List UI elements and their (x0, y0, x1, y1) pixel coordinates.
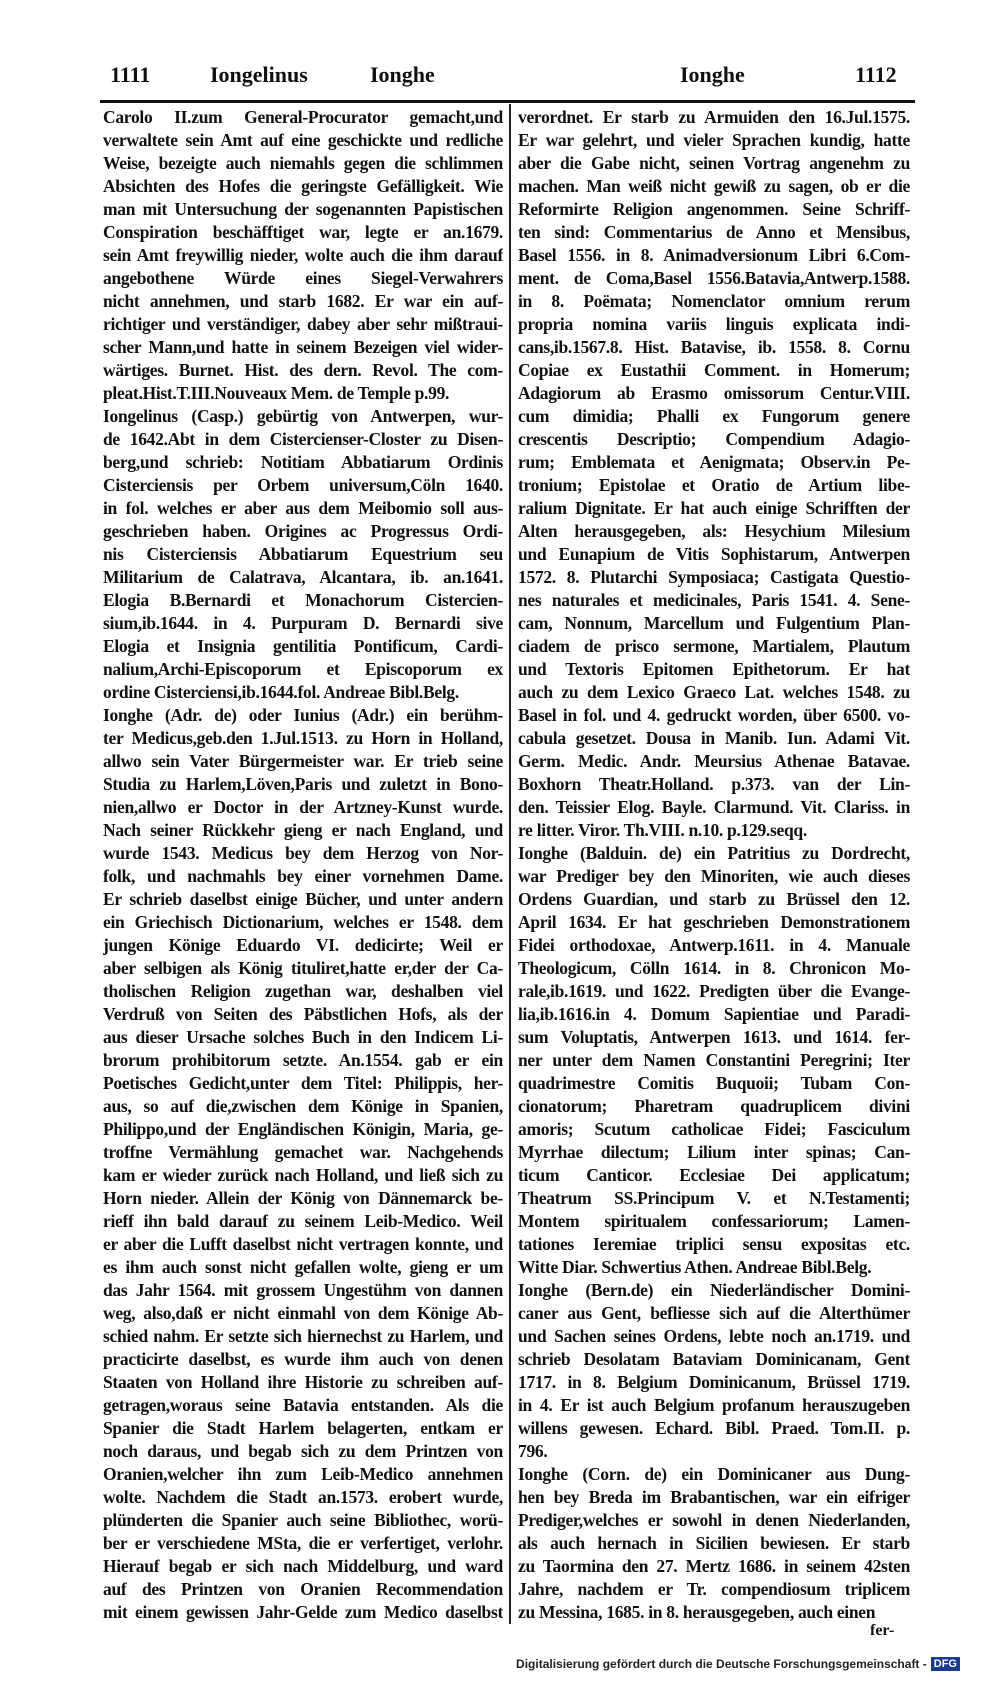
text-line: aber selbigen als König tituliret,hatte er,der der Ca- (103, 958, 503, 978)
text-line: cam, Nonnum, Marcellum und Fulgentium Plan- (518, 613, 910, 633)
text-line: den. Teissier Elog. Bayle. Clarmund. Vit. Clariss. in (518, 797, 910, 817)
text-line: war Prediger bey den Minoriten, wie auch dieses (518, 866, 910, 886)
text-line: cum dimidia; Phalli ex Fungorum genere (518, 406, 910, 426)
text-line: ciadem de prisco sermone, Martialem, Plautum (518, 636, 910, 656)
text-line: tholischen Religion zugethan war, deshalben viel (103, 981, 503, 1001)
text-line: man mit Untersuchung der sogenannten Papistischen (103, 199, 503, 219)
footer-credit (516, 1657, 960, 1671)
text-line: ter Medicus,geb.den 1.Jul.1513. zu Horn in Holland, (103, 728, 503, 748)
text-line: Er war gelehrt, und vieler Sprachen kundig, hatte (518, 130, 910, 150)
text-line: practicirte daselbst, es wurde ihm auch von denen (103, 1349, 503, 1369)
text-line: in 4. Er ist auch Belgium profanum herauszugeben (518, 1395, 910, 1415)
text-line: 1717. in 8. Belgium Dominicanum, Brüssel 1719. (518, 1372, 910, 1392)
text-line: Militarium de Calatrava, Alcantara, ib. an.1641. (103, 567, 503, 587)
text-line: geschrieben haben. Origines ac Progressus Ordi- (103, 521, 503, 541)
text-line: und Eunapium de Vitis Sophistarum, Antwerpen (518, 544, 910, 564)
text-line: ment. de Coma,Basel 1556.Batavia,Antwerp.1588. (518, 268, 910, 288)
text-line: pleat.Hist.T.III.Nouveaux Mem. de Temple p.99. (103, 383, 450, 403)
text-line: aber die Gabe nicht, seinen Vortrag angenehm zu (518, 153, 910, 173)
text-line: als auch hernach in Sicilien bewiesen. Er starb (518, 1533, 910, 1553)
text-line: caner aus Gent, befliesse sich auf die Alterthümer (518, 1303, 910, 1323)
text-line: Weise, bezeigte auch niemahls gegen die schlimmen (103, 153, 503, 173)
text-line: sium,ib.1644. in 4. Purpuram D. Bernardi sive (103, 613, 503, 633)
column-divider (509, 104, 511, 1624)
text-line: verordnet. Er starb zu Armuiden den 16.Jul.1575. (518, 107, 910, 127)
text-line: folk, und nachmahls bey einer vornehmen Dame. (103, 866, 503, 886)
text-line: Hierauf begab er sich nach Middelburg, und ward (103, 1556, 503, 1576)
text-line: wolte. Nachdem die Stadt an.1573. erobert wurde, (103, 1487, 503, 1507)
text-line: Staaten von Holland ihre Historie zu schreiben auf- (103, 1372, 503, 1392)
text-line: plünderten die Spanier auch seine Bibliothec, worü- (103, 1510, 503, 1530)
text-line: Boxhorn Theatr.Holland. p.373. van der Lin- (518, 774, 910, 794)
text-line: zu Taormina den 27. Mertz 1686. in seinem 42sten (518, 1556, 910, 1576)
text-line: Reformirte Religion angenommen. Seine Schriff- (518, 199, 910, 219)
text-line: weg, also,daß er nicht einmahl von dem Könige Ab- (103, 1303, 503, 1323)
text-line: cionatorum; Pharetram quadruplicem divini (518, 1096, 910, 1116)
text-line: sum Voluptatis, Antwerpen 1613. und 1614. fer- (518, 1027, 910, 1047)
text-line: willens gewesen. Echard. Bibl. Praed. Tom.II. p. (518, 1418, 910, 1438)
text-line: hen bey Breda im Brabantischen, war ein eifriger (518, 1487, 910, 1507)
text-line: cabula gesetzet. Dousa in Manib. Iun. Adami Vit. (518, 728, 910, 748)
text-line: es ihm auch sonst nicht gefallen wolte, gieng er um (103, 1257, 503, 1277)
text-line: Cisterciensis per Orbem universum,Cöln 1640. (103, 475, 503, 495)
text-line: Fidei orthodoxae, Antwerp.1611. in 4. Manuale (518, 935, 910, 955)
text-line: das Jahr 1564. mit grossem Ungestühm von dannen (103, 1280, 503, 1300)
text-line: Basel 1556. in 8. Animadversionum Libri 6.Com- (518, 245, 910, 265)
dfg-logo: DFG (931, 1657, 960, 1671)
text-line: Carolo II.zum General-Procurator gemacht,und (103, 107, 503, 127)
text-line: richtiger und verständiger, dabey aber sehr mißtraui- (103, 314, 503, 334)
text-line: auf des Printzen von Oranien Recommendation (103, 1579, 503, 1599)
text-line: 1572. 8. Plutarchi Symposiaca; Castigata Questio- (518, 567, 910, 587)
text-line: Horn nieder. Allein der König von Dännemarck be- (103, 1188, 503, 1208)
text-line: ticum Canticor. Ecclesiae Dei applicatum; (518, 1165, 910, 1185)
page-number-left: 1111 (110, 62, 151, 87)
text-line: Oranien,welcher ihn zum Leib-Medico annehmen (103, 1464, 503, 1484)
text-line: de 1642.Abt in dem Cistercienser-Closter zu Disen- (103, 429, 503, 449)
text-line: auch zu dem Lexico Graeco Lat. welches 1548. zu (518, 682, 910, 702)
text-line: propria nomina variis linguis explicata indi- (518, 314, 910, 334)
text-line: sein Amt freywillig nieder, wolte auch die ihm darauf (103, 245, 503, 265)
text-line: aus, so auf die,zwischen dem Könige in Spanien, (103, 1096, 503, 1116)
text-line: ner unter dem Namen Constantini Peregrini; Iter (518, 1050, 910, 1070)
text-line: noch daraus, und begab sich zu dem Printzen von (103, 1441, 503, 1461)
text-line: Ordens Guardian, und starb zu Brüssel den 12. (518, 889, 910, 909)
text-line: scher Mann,und hatte in seinem Bezeigen viel wider- (103, 337, 503, 357)
text-line: in fol. welches er aber aus dem Meibomio soll aus- (103, 498, 503, 518)
text-line: ordine Cisterciensi,ib.1644.fol. Andreae Bibl.Belg. (103, 682, 459, 702)
catchword: fer- (870, 1622, 895, 1639)
text-line: machen. Man weiß nicht gewiß zu sagen, ob er die (518, 176, 910, 196)
text-line: Ionghe (Balduin. de) ein Patritius zu Dordrecht, (518, 843, 910, 863)
text-line: Studia zu Harlem,Löven,Paris und zuletzt in Bono- (103, 774, 503, 794)
text-line: rum; Emblemata et Aenigmata; Observ.in Pe- (518, 452, 910, 472)
text-line: kam er wieder zurück nach Holland, und ließ sich zu (103, 1165, 503, 1185)
text-line: und Sachen seines Ordens, lebte noch an.1719. und (518, 1326, 910, 1346)
text-line: Adagiorum ab Erasmo omissorum Centur.VIII. (518, 383, 910, 403)
text-line: Basel in fol. und 4. gedruckt worden, über 6500. vo- (518, 705, 910, 725)
text-line: Conspiration beschäfftiget war, legte er an.1679. (103, 222, 503, 242)
text-line: ten sind: Commentarius de Anno et Mensibus, (518, 222, 910, 242)
text-line: Philippo,und der Engländischen Königin, Maria, ge- (103, 1119, 503, 1139)
text-line: lia,ib.1616.in 4. Domum Sapientiae und Paradi- (518, 1004, 910, 1024)
text-line: und Textoris Epitomen Epithetorum. Er hat (518, 659, 910, 679)
text-line: nis Cisterciensis Abbatiarum Equestrium seu (103, 544, 503, 564)
text-line: verwaltete sein Amt auf eine geschickte und redliche (103, 130, 503, 150)
text-line: rale,ib.1619. und 1622. Predigten über die Evange- (518, 981, 910, 1001)
text-line: nalium,Archi-Episcoporum et Episcoporum ex (103, 659, 503, 679)
text-line: troffne Vermählung gemachet war. Nachgehends (103, 1142, 503, 1162)
text-line: re litter. Viror. Th.VIII. n.10. p.129.seqq. (518, 820, 807, 840)
text-line: amoris; Scutum catholicae Fidei; Fasciculum (518, 1119, 910, 1139)
text-line: allwo sein Vater Bürgermeister war. Er trieb seine (103, 751, 503, 771)
text-line: Germ. Medic. Andr. Meursius Athenae Batavae. (518, 751, 910, 771)
page-number-right: 1112 (855, 62, 897, 87)
left-column (103, 106, 503, 1624)
footer-text: Digitalisierung gefördert durch die Deutsche Forschungsgemeinschaft - (516, 1657, 927, 1671)
text-line: Myrrhae dilectum; Lilium inter spinas; Can- (518, 1142, 910, 1162)
text-line: er aber die Lufft daselbst nicht vertragen konnte, und (103, 1234, 503, 1254)
text-line: nes naturales et medicinales, Paris 1541. 4. Sene- (518, 590, 910, 610)
text-line: Poetisches Gedicht,unter dem Titel: Philippis, her- (103, 1073, 503, 1093)
text-line: Witte Diar. Schwertius Athen. Andreae Bibl.Belg. (518, 1257, 872, 1277)
text-line: Elogia B.Bernardi et Monachorum Cistercien- (103, 590, 503, 610)
text-line: quadrimestre Comitis Buquoii; Tubam Con- (518, 1073, 910, 1093)
text-line: schied nahm. Er setzte sich hiernechst zu Harlem, und (103, 1326, 503, 1346)
text-line: nien,allwo er Doctor in der Artzney-Kunst wurde. (103, 797, 503, 817)
text-line: Ionghe (Adr. de) oder Iunius (Adr.) ein berühm- (103, 705, 503, 725)
text-line: Theatrum SS.Principum V. et N.Testamenti; (518, 1188, 910, 1208)
text-line: tronium; Epistolae et Oratio de Artium libe- (518, 475, 910, 495)
text-line: jungen Könige Eduardo VI. dedicirte; Weil er (103, 935, 503, 955)
running-head-center: Ionghe (370, 62, 435, 87)
text-line: Er schrieb daselbst einige Bücher, und unter andern (103, 889, 503, 909)
text-line: brorum prohibitorum setzte. An.1554. gab er ein (103, 1050, 503, 1070)
text-line: in 8. Poëmata; Nomenclator omnium rerum (518, 291, 910, 311)
text-line: Elogia et Insignia gentilitia Pontificum, Cardi- (103, 636, 503, 656)
text-line: tationes Ieremiae triplici sensu expositas etc. (518, 1234, 910, 1254)
text-line: Theologicum, Cölln 1614. in 8. Chronicon Mo- (518, 958, 910, 978)
text-line: Verdruß von Seiten des Päbstlichen Hofs, als der (103, 1004, 503, 1024)
text-line: mit einem gewissen Jahr-Gelde zum Medico daselbst (103, 1602, 503, 1622)
text-line: Spanier die Stadt Harlem belagerten, entkam er (103, 1418, 503, 1438)
text-line: nicht annehmen, und starb 1682. Er war ein auf- (103, 291, 503, 311)
text-line: rieff ihn bald darauf zu seinem Leib-Medico. Weil (103, 1211, 503, 1231)
text-line: Jahre, nachdem er Tr. compendiosum triplicem (518, 1579, 910, 1599)
header-rule (100, 100, 915, 103)
text-line: angebothene Würde eines Siegel-Verwahrers (103, 268, 503, 288)
text-line: Nach seiner Rückkehr gieng er nach England, und (103, 820, 503, 840)
text-line: crescentis Descriptio; Compendium Adagio- (518, 429, 910, 449)
text-line: getragen,woraus seine Batavia entstanden. Als die (103, 1395, 503, 1415)
text-line: Alten herausgegeben, als: Hesychium Milesium (518, 521, 910, 541)
running-head-left: Iongelinus (210, 62, 308, 87)
text-line: Ionghe (Bern.de) ein Niederländischer Domini- (518, 1280, 910, 1300)
right-column (518, 106, 910, 1624)
text-line: zu Messina, 1685. in 8. herausgegeben, auch einen (518, 1602, 876, 1622)
text-line: Iongelinus (Casp.) gebürtig von Antwerpen, wur- (103, 406, 503, 426)
text-line: ber er verschiedene MSta, die er verfertiget, verlohr. (103, 1533, 503, 1553)
text-line: aus dieser Ursache solches Buch in den Indicem Li- (103, 1027, 503, 1047)
text-line: Copiae ex Eustathii Comment. in Homerum; (518, 360, 910, 380)
text-line: Prediger,welches er sowohl in denen Niederlanden, (518, 1510, 910, 1530)
text-line: Ionghe (Corn. de) ein Dominicaner aus Dung- (518, 1464, 910, 1484)
text-line: ralium Dignitate. Er hat auch einige Schrifften der (518, 498, 910, 518)
text-line: berg,und schrieb: Notitiam Abbatiarum Ordinis (103, 452, 503, 472)
text-line: cans,ib.1567.8. Hist. Batavise, ib. 1558. 8. Cornu (518, 337, 910, 357)
text-line: schrieb Desolatam Bataviam Dominicanam, Gent (518, 1349, 910, 1369)
text-line: Montem spiritualem confessariorum; Lamen- (518, 1211, 910, 1231)
text-line: Absichten des Hofes die geringste Gefälligkeit. Wie (103, 176, 503, 196)
text-line: 796. (518, 1441, 548, 1461)
text-line: wurde 1543. Medicus bey dem Herzog von Nor- (103, 843, 503, 863)
text-line: wärtiges. Burnet. Hist. des dern. Revol. The com- (103, 360, 503, 380)
text-line: ein Griechisch Dictionarium, welches er 1548. dem (103, 912, 503, 932)
text-line: April 1634. Er hat geschrieben Demonstrationem (518, 912, 910, 932)
running-head-right: Ionghe (680, 62, 745, 87)
